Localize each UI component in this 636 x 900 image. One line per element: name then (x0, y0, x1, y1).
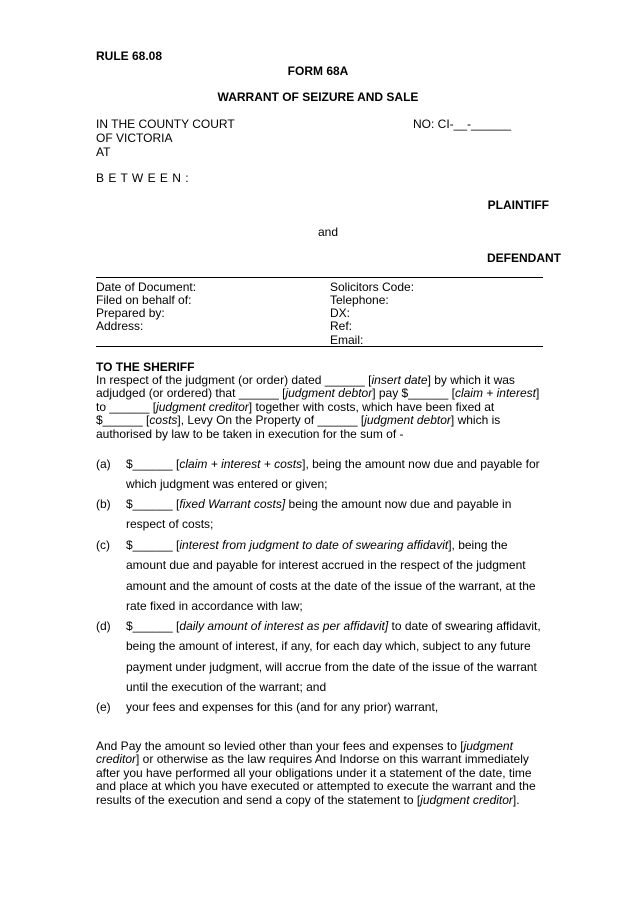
date-of-document-label: Date of Document: (96, 280, 197, 294)
ref-label: Ref: (330, 319, 353, 333)
case-number: NO: CI-__-______ (413, 117, 512, 131)
item-d-text: $______ [daily amount of interest as per affidavit] to date of swearing affidavit, being the amount of interest, if any, for each day which, subject to any future payment under judgment, will accrue from the date of the issue of the warrant until the execution of the warrant; and (126, 619, 541, 695)
details-top-rule (96, 277, 543, 278)
document-title: WARRANT OF SEIZURE AND SALE (217, 90, 419, 104)
defendant-label: DEFENDANT (487, 251, 561, 265)
court-line-2: OF VICTORIA (96, 131, 173, 145)
item-a-label: (a) (96, 457, 111, 471)
telephone-label: Telephone: (330, 293, 389, 307)
item-b-text: $______ [fixed Warrant costs] being the amount now due and payable in respect of costs; (126, 497, 512, 532)
between-label: B E T W E E N : (96, 171, 190, 185)
prepared-by-label: Prepared by: (96, 306, 165, 320)
item-c-text: $______ [interest from judgment to date of swearing affidavit], being the amount due and payable for interest accrued in the respect of the judgment amount and the amount of costs at the date of the issue of the warrant, at the rate fixed in accordance with law; (126, 538, 536, 614)
address-label: Address: (96, 319, 144, 333)
form-number: FORM 68A (287, 64, 349, 78)
item-e-label: (e) (96, 700, 111, 714)
plaintiff-label: PLAINTIFF (487, 198, 549, 212)
dx-label: DX: (330, 306, 351, 320)
details-bottom-rule (96, 346, 543, 347)
item-a-text: $______ [claim + interest + costs], being the amount now due and payable for which judgment was entered or given; (126, 457, 540, 492)
item-c-label: (c) (96, 538, 110, 552)
closing-paragraph: And Pay the amount so levied other than your fees and expenses to [judgment creditor] or otherwise as the law requires And Indorse on this warrant immediately after you have performed all your obligations under it a statement of the date, time and place at which you have executed or attempted to execute the warrant and the results of the execution and send a copy of the statement to [judgment creditor]. (96, 739, 536, 807)
court-line-1: IN THE COUNTY COURT (96, 117, 235, 131)
intro-paragraph: In respect of the judgment (or order) dated ______ [insert date] by which it was adjudged (or ordered) that ______ [judgment debtor] pay $______ [claim + interest] to ______ [judgment creditor] together with costs, which have been fixed at $______ [costs], Levy On the Property of ______ [judgment debtor] which is authorised by law to be taken in execution for the sum of - (96, 373, 540, 441)
email-label: Email: (330, 333, 364, 347)
and-label: and (318, 225, 339, 239)
rule-number: RULE 68.08 (96, 49, 163, 63)
court-line-3: AT (96, 145, 111, 159)
solicitors-code-label: Solicitors Code: (330, 280, 415, 294)
item-b-label: (b) (96, 497, 111, 511)
sheriff-heading: TO THE SHERIFF (96, 360, 195, 374)
item-d-label: (d) (96, 619, 111, 633)
item-e-text: your fees and expenses for this (and for any prior) warrant, (126, 700, 439, 714)
filed-on-behalf-label: Filed on behalf of: (96, 293, 192, 307)
